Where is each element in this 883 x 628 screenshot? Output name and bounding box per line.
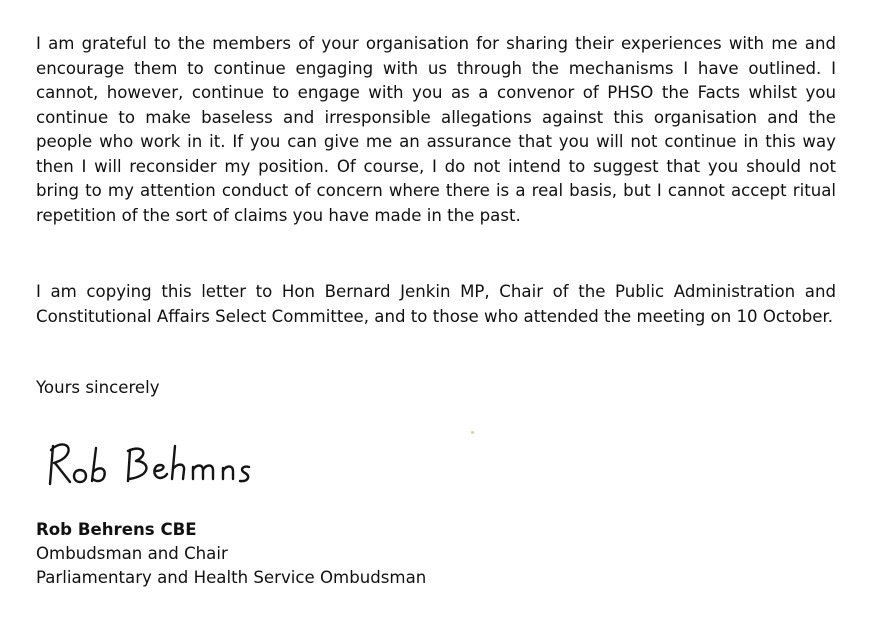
handwritten-signature — [40, 434, 280, 490]
paper-speck — [471, 431, 474, 434]
letter-paragraph-1: I am grateful to the members of your organisation for sharing their experiences with me and encourage them to continue engaging with us through the mechanisms I have outlined. I cannot, however, continue to engage with you as a convenor of PHSO the Facts whilst you continue to make baseless and irresponsible allegations against this organisation and the people who work in it. If you can give me an assurance that you will not continue in this way then I will reconsider my position. Of course, I do not intend to suggest that you should not bring to my attention conduct of concern where there is a real basis, but I cannot accept ritual repetition of the sort of claims you have made in the past. — [36, 34, 836, 225]
signatory-organisation: Parliamentary and Health Service Ombudsman — [36, 568, 427, 587]
signatory-name: Rob Behrens CBE — [36, 520, 197, 539]
letter-closing: Yours sincerely — [36, 378, 160, 397]
letter-paragraph-2: I am copying this letter to Hon Bernard Jenkin MP, Chair of the Public Administration and Constitutional Affairs Select Committee, and to those who attended the meeting on 10 October. — [36, 282, 836, 326]
signatory-role: Ombudsman and Chair — [36, 544, 228, 563]
